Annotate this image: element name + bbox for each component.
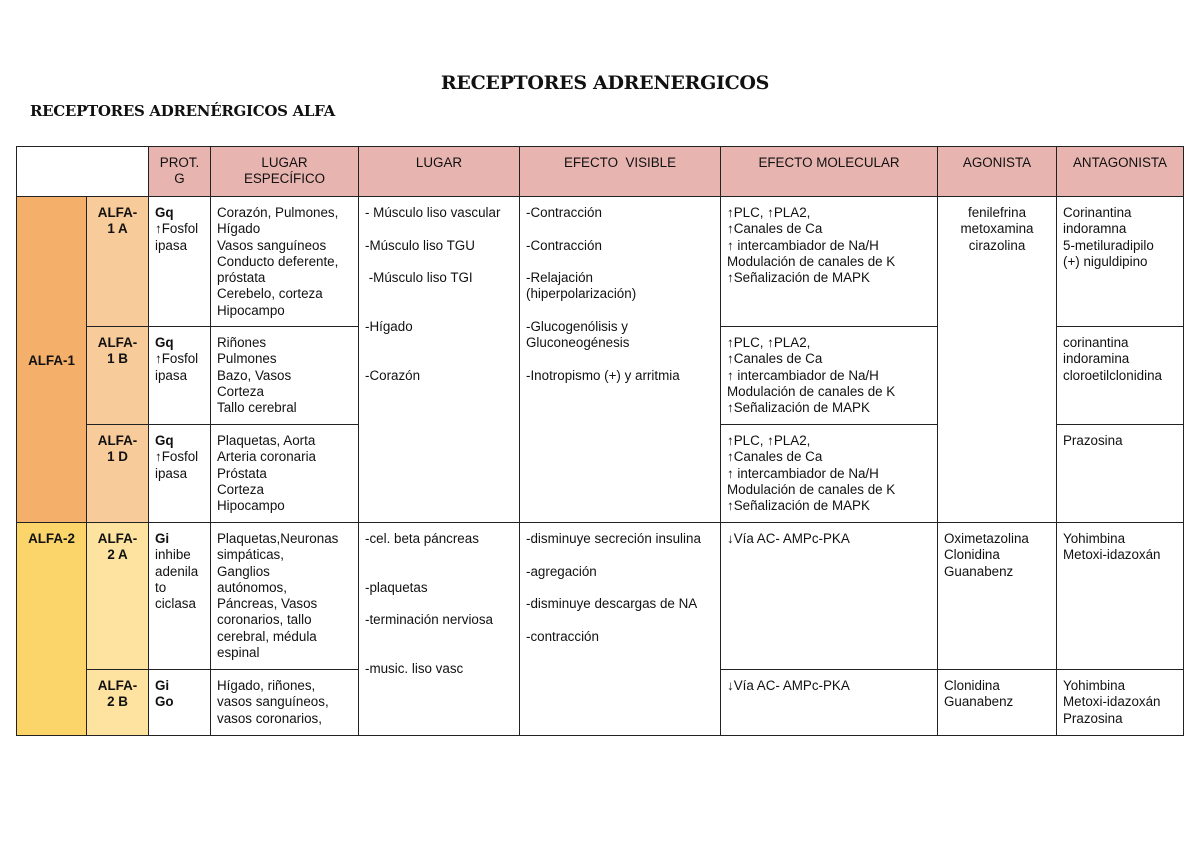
- efecto-visible-alfa2: -disminuye secreción insulina -agregación -disminuye descargas de NA -contracción: [520, 523, 721, 736]
- lugar-alfa1: - Músculo liso vascular -Músculo liso TGU -Músculo liso TGI -Hígado -Corazón: [359, 197, 520, 523]
- antagonista-alfa1b: corinantina indoramina cloroetilclonidina: [1057, 327, 1184, 425]
- lugar-especifico-alfa1b: Riñones Pulmones Bazo, Vasos Corteza Tallo cerebral: [211, 327, 359, 425]
- lugar-especifico-alfa1a: Corazón, Pulmones, Hígado Vasos sanguíneos Conducto deferente, próstata Cerebelo, corteza Hipocampo: [211, 197, 359, 327]
- efecto-molecular-alfa1a: ↑PLC, ↑PLA2, ↑Canales de Ca ↑ intercambiador de Na/H Modulación de canales de K ↑Señalización de MAPK: [721, 197, 938, 327]
- header-antagonista: ANTAGONISTA: [1057, 147, 1184, 197]
- agonista-alfa1: fenilefrina metoxamina cirazolina: [938, 197, 1057, 523]
- subtype-alfa1b: ALFA- 1 B: [87, 327, 149, 425]
- header-prot: PROT. G: [149, 147, 211, 197]
- group-alfa2: ALFA-2: [17, 523, 87, 736]
- lugar-especifico-alfa2a: Plaquetas,Neuronas simpáticas, Ganglios autónomos, Páncreas, Vasos coronarios, tallo cerebral, médula espinal: [211, 523, 359, 670]
- subtype-alfa2b: ALFA- 2 B: [87, 670, 149, 736]
- lugar-especifico-alfa2b: Hígado, riñones, vasos sanguíneos, vasos coronarios,: [211, 670, 359, 736]
- efecto-molecular-alfa2b: ↓Vía AC- AMPc-PKA: [721, 670, 938, 736]
- subtype-alfa1a: ALFA- 1 A: [87, 197, 149, 327]
- prot-alfa2b: Gi Go: [149, 670, 211, 736]
- lugar-alfa2: -cel. beta páncreas -plaquetas -terminación nerviosa -music. liso vasc: [359, 523, 520, 736]
- efecto-molecular-alfa1b: ↑PLC, ↑PLA2, ↑Canales de Ca ↑ intercambiador de Na/H Modulación de canales de K ↑Señalización de MAPK: [721, 327, 938, 425]
- header-row: [17, 147, 1184, 197]
- prot-alfa1d: Gq ↑Fosfol ipasa: [149, 425, 211, 523]
- subtype-alfa1d: ALFA- 1 D: [87, 425, 149, 523]
- subtype-alfa2a: ALFA- 2 A: [87, 523, 149, 670]
- efecto-molecular-alfa1d: ↑PLC, ↑PLA2, ↑Canales de Ca ↑ intercambiador de Na/H Modulación de canales de K ↑Señalización de MAPK: [721, 425, 938, 523]
- table-row: [17, 197, 1184, 327]
- antagonista-alfa2a: Yohimbina Metoxi-idazoxán: [1057, 523, 1184, 670]
- prot-alfa1b: Gq ↑Fosfol ipasa: [149, 327, 211, 425]
- agonista-alfa2a: Oximetazolina Clonidina Guanabenz: [938, 523, 1057, 670]
- agonista-alfa2b: Clonidina Guanabenz: [938, 670, 1057, 736]
- header-lugar: LUGAR: [359, 147, 520, 197]
- header-agonista: AGONISTA: [938, 147, 1057, 197]
- prot-alfa1a: Gq ↑Fosfol ipasa: [149, 197, 211, 327]
- group-alfa1: ALFA-1: [17, 197, 87, 523]
- lugar-especifico-alfa1d: Plaquetas, Aorta Arteria coronaria Próstata Corteza Hipocampo: [211, 425, 359, 523]
- antagonista-alfa1a: Corinantina indoramna 5-metiluradipilo (+) niguldipino: [1057, 197, 1184, 327]
- prot-alfa2a: Gi inhibe adenila to ciclasa: [149, 523, 211, 670]
- header-blank: [17, 147, 149, 197]
- header-efecto-visible: EFECTO VISIBLE: [520, 147, 721, 197]
- receptors-table: [16, 146, 1184, 736]
- antagonista-alfa2b: Yohimbina Metoxi-idazoxán Prazosina: [1057, 670, 1184, 736]
- header-efecto-molecular: EFECTO MOLECULAR: [721, 147, 938, 197]
- antagonista-alfa1d: Prazosina: [1057, 425, 1184, 523]
- efecto-molecular-alfa2a: ↓Vía AC- AMPc-PKA: [721, 523, 938, 670]
- header-lugar-especifico: LUGAR ESPECÍFICO: [211, 147, 359, 197]
- efecto-visible-alfa1: -Contracción -Contracción -Relajación (hiperpolarización) -Glucogenólisis y Gluconeogénesis -Inotropismo (+) y arritmia: [520, 197, 721, 523]
- page-title: RECEPTORES ADRENERGICOS: [440, 72, 770, 94]
- table-row: [17, 523, 1184, 670]
- section-subtitle: RECEPTORES ADRENÉRGICOS ALFA: [30, 102, 335, 120]
